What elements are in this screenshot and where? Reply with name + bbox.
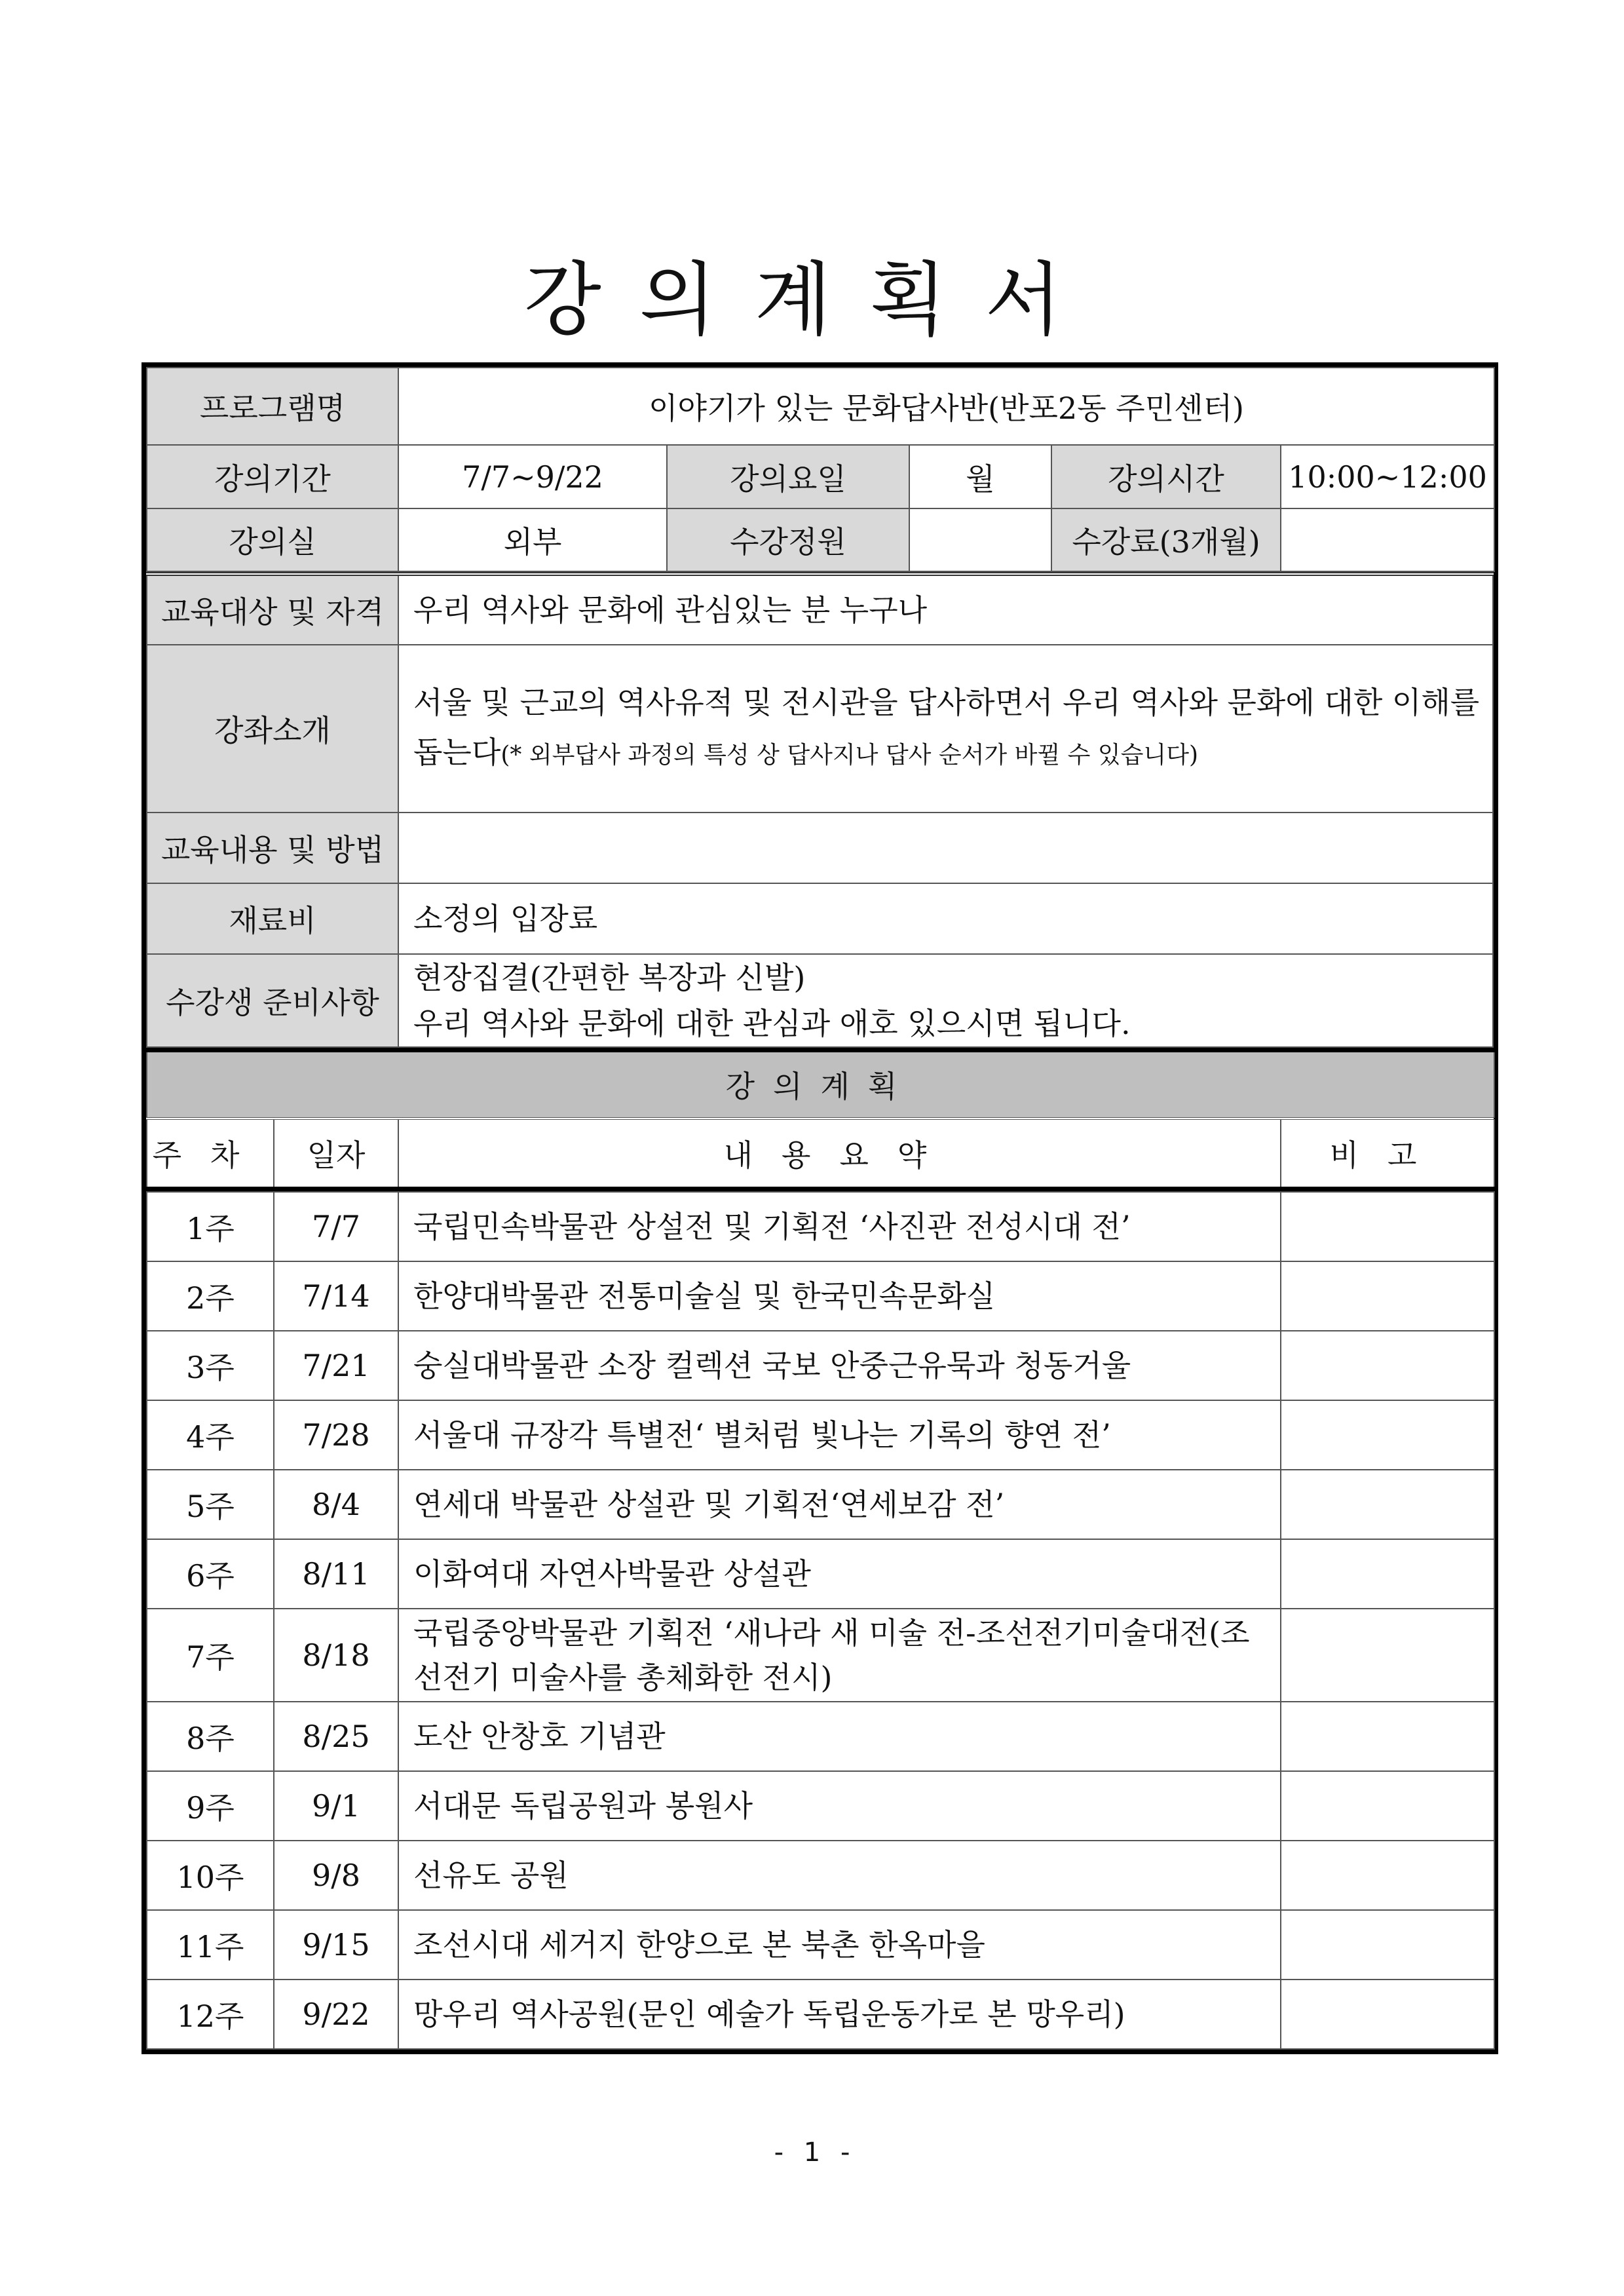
row-week: 4주 <box>147 1400 274 1470</box>
row-date: 7/21 <box>274 1331 398 1400</box>
row-date: 7/14 <box>274 1261 398 1331</box>
row-date: 8/18 <box>274 1609 398 1702</box>
row-note <box>1281 1841 1494 1910</box>
schedule-row <box>147 1192 1494 1261</box>
row-note <box>1281 1261 1494 1331</box>
row-summary: 서울대 규장각 특별전‘ 별처럼 빛나는 기록의 향연 전’ <box>398 1400 1281 1470</box>
row-summary: 이화여대 자연사박물관 상설관 <box>398 1539 1281 1609</box>
day-label: 강의요일 <box>667 445 909 508</box>
schedule-row <box>147 1470 1494 1539</box>
row-note <box>1281 1771 1494 1841</box>
preparation-line-1: 현장집결(간편한 복장과 신발) <box>413 960 806 995</box>
row-summary: 선유도 공원 <box>398 1841 1281 1910</box>
row-summary: 망우리 역사공원(문인 예술가 독립운동가로 본 망우리) <box>398 1980 1281 2049</box>
row-week: 11주 <box>147 1910 274 1980</box>
row-date: 7/28 <box>274 1400 398 1470</box>
method-row <box>147 813 1493 883</box>
day-value: 월 <box>909 445 1051 508</box>
row-date: 8/11 <box>274 1539 398 1609</box>
room-row <box>147 508 1494 571</box>
row-date: 8/4 <box>274 1470 398 1539</box>
row-date: 9/15 <box>274 1910 398 1980</box>
row-summary: 국립민속박물관 상설전 및 기획전 ‘사진관 전성시대 전’ <box>398 1192 1281 1261</box>
capacity-value <box>909 508 1051 571</box>
preparation-label: 수강생 준비사항 <box>147 954 398 1047</box>
row-date: 9/22 <box>274 1980 398 2049</box>
time-label: 강의시간 <box>1051 445 1281 508</box>
program-label: 프로그램명 <box>147 368 398 445</box>
preparation-value <box>398 954 1493 1047</box>
row-date: 9/8 <box>274 1841 398 1910</box>
row-week: 9주 <box>147 1771 274 1841</box>
course-info-table <box>146 367 1495 572</box>
period-row <box>147 445 1494 508</box>
row-note <box>1281 1609 1494 1702</box>
fee-value <box>1281 508 1494 571</box>
row-note <box>1281 1980 1494 2049</box>
material-label: 재료비 <box>147 883 398 954</box>
row-note <box>1281 1331 1494 1400</box>
schedule-column-headers <box>147 1119 1494 1189</box>
header-summary: 내용요약 <box>398 1119 1281 1189</box>
schedule-row <box>147 1702 1494 1771</box>
method-value <box>398 813 1493 883</box>
target-row <box>147 574 1493 645</box>
room-label: 강의실 <box>147 508 398 571</box>
intro-label: 강좌소개 <box>147 645 398 813</box>
row-week: 7주 <box>147 1609 274 1702</box>
program-row <box>147 368 1494 445</box>
row-summary: 조선시대 세거지 한양으로 본 북촌 한옥마을 <box>398 1910 1281 1980</box>
schedule-row <box>147 1841 1494 1910</box>
row-summary: 숭실대박물관 소장 컬렉션 국보 안중근유묵과 청동거울 <box>398 1331 1281 1400</box>
schedule-section-header <box>147 1050 1494 1119</box>
room-value: 외부 <box>398 508 667 571</box>
row-note <box>1281 1539 1494 1609</box>
schedule-row <box>147 1261 1494 1331</box>
header-week: 주차 <box>147 1119 274 1189</box>
schedule-row <box>147 1331 1494 1400</box>
schedule-section-title: 강의계획 <box>147 1050 1494 1119</box>
material-row <box>147 883 1493 954</box>
row-week: 1주 <box>147 1192 274 1261</box>
row-week: 10주 <box>147 1841 274 1910</box>
period-value: 7/7~9/22 <box>398 445 667 508</box>
header-date: 일자 <box>274 1119 398 1189</box>
row-note <box>1281 1400 1494 1470</box>
time-value: 10:00~12:00 <box>1281 445 1494 508</box>
period-label: 강의기간 <box>147 445 398 508</box>
intro-row <box>147 645 1493 813</box>
lecture-plan-form <box>142 362 1498 2054</box>
program-value: 이야기가 있는 문화답사반(반포2동 주민센터) <box>398 368 1494 445</box>
schedule-rows <box>146 1191 1495 2050</box>
row-date: 7/7 <box>274 1192 398 1261</box>
method-label: 교육내용 및 방법 <box>147 813 398 883</box>
row-summary: 도산 안창호 기념관 <box>398 1702 1281 1771</box>
row-date: 9/1 <box>274 1771 398 1841</box>
target-label: 교육대상 및 자격 <box>147 574 398 645</box>
intro-note-text: (* 외부답사 과정의 특성 상 답사지나 답사 순서가 바뀔 수 있습니다) <box>500 741 1199 769</box>
schedule-row <box>147 1609 1494 1702</box>
row-week: 5주 <box>147 1470 274 1539</box>
row-week: 12주 <box>147 1980 274 2049</box>
page-number: - 1 - <box>774 2137 850 2168</box>
row-week: 8주 <box>147 1702 274 1771</box>
document-title: 강의계획서 <box>523 254 1101 347</box>
row-note <box>1281 1192 1494 1261</box>
schedule-table <box>146 1048 1495 1191</box>
target-value: 우리 역사와 문화에 관심있는 분 누구나 <box>398 574 1493 645</box>
row-note <box>1281 1702 1494 1771</box>
preparation-line-2: 우리 역사와 문화에 대한 관심과 애호 있으시면 됩니다. <box>413 1006 1131 1041</box>
row-summary: 연세대 박물관 상설관 및 기획전‘연세보감 전’ <box>398 1470 1281 1539</box>
schedule-row <box>147 1980 1494 2049</box>
course-details-table <box>146 572 1494 1048</box>
header-note: 비고 <box>1281 1119 1494 1189</box>
capacity-label: 수강정원 <box>667 508 909 571</box>
schedule-row <box>147 1771 1494 1841</box>
intro-main-text: 서울 및 근교의 역사유적 및 전시관을 답사하면서 우리 역사와 문화에 대한 이해를 돕는다 <box>413 684 1480 770</box>
row-summary: 서대문 독립공원과 봉원사 <box>398 1771 1281 1841</box>
preparation-row <box>147 954 1493 1047</box>
material-value: 소정의 입장료 <box>398 883 1493 954</box>
row-note <box>1281 1470 1494 1539</box>
row-date: 8/25 <box>274 1702 398 1771</box>
fee-label: 수강료(3개월) <box>1051 508 1281 571</box>
intro-value <box>398 645 1493 813</box>
row-week: 6주 <box>147 1539 274 1609</box>
row-note <box>1281 1910 1494 1980</box>
schedule-row <box>147 1910 1494 1980</box>
row-week: 2주 <box>147 1261 274 1331</box>
schedule-row <box>147 1400 1494 1470</box>
row-summary: 한양대박물관 전통미술실 및 한국민속문화실 <box>398 1261 1281 1331</box>
row-summary: 국립중앙박물관 기획전 ‘새나라 새 미술 전-조선전기미술대전(조선전기 미술사를 총체화한 전시) <box>398 1609 1281 1702</box>
schedule-row <box>147 1539 1494 1609</box>
row-week: 3주 <box>147 1331 274 1400</box>
